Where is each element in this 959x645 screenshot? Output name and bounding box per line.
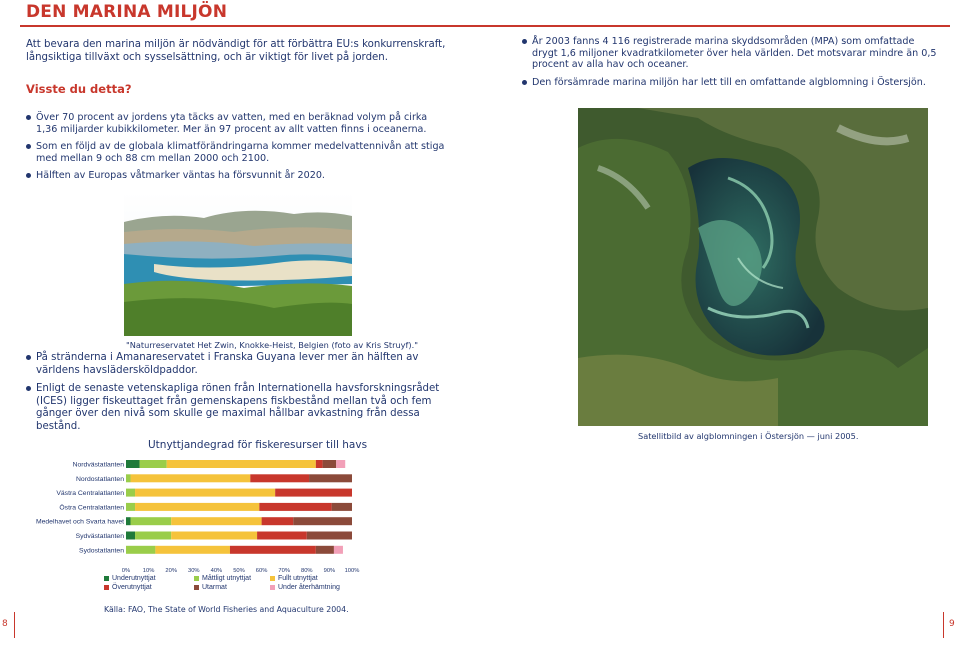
- bar-segment: [131, 474, 251, 482]
- legend-item: [104, 584, 152, 591]
- x-tick-label: 100%: [344, 568, 360, 574]
- legend-item: [270, 575, 318, 582]
- fact-text: Enligt de senaste vetenskapliga rönen från Internationella havsforskningsrådet (ICES) ligger fiskeuttaget från gemenskapens fiskbestånd mellan två och fem gånger över den nivå som skulle ge maximal hållbar avkastning från dessa bestånd.: [36, 383, 440, 432]
- fact-text: År 2003 fanns 4 116 registrerade marina skyddsområden (MPA) som omfattade drygt 1,6 miljoner kvadratkilometer över hela världen. Det motsvarar mindre än 0,5 procent av alla hav och oceaner.: [532, 36, 937, 70]
- bar-segment: [131, 517, 172, 525]
- fact-item: [522, 77, 942, 89]
- bullet-dot-icon: [26, 115, 31, 120]
- row-label: Nordostatlanten: [76, 475, 124, 483]
- chart-title: Utnyttjandegrad för fiskeresurser till havs: [148, 439, 368, 451]
- x-tick-label: 60%: [255, 568, 268, 574]
- x-tick-label: 10%: [142, 568, 155, 574]
- bar-segment: [140, 460, 167, 468]
- bar-segment: [332, 503, 352, 511]
- page-rule-right: [943, 612, 944, 638]
- x-tick-label: 80%: [300, 568, 313, 574]
- bar-segment: [135, 503, 259, 511]
- bar-segment: [275, 489, 352, 497]
- fact-item: [522, 36, 942, 71]
- bar-segment: [126, 474, 131, 482]
- page-number-left: 8: [2, 619, 8, 629]
- row-label: Sydvästatlanten: [75, 533, 124, 540]
- bar-segment: [336, 460, 345, 468]
- bar-segment: [230, 546, 316, 554]
- source-note: Källa: FAO, The State of World Fisheries and Aquaculture 2004.: [104, 605, 349, 614]
- fact-item: [26, 112, 446, 135]
- title-bar: [20, 0, 950, 27]
- bullet-dot-icon: [26, 355, 31, 360]
- row-label: Östra Centralatlanten: [59, 504, 124, 512]
- page-number-right: 9: [949, 619, 955, 629]
- bar-segment: [135, 532, 171, 540]
- row-label: Medelhavet och Svarta havet: [35, 518, 124, 526]
- legend-label: Under återhämtning: [278, 584, 340, 591]
- satellite-image: [578, 108, 928, 426]
- legend-swatch: [270, 585, 275, 590]
- visste-heading: Visste du detta?: [26, 82, 132, 96]
- bar-segment: [155, 546, 230, 554]
- bar-segment: [316, 546, 334, 554]
- bullet-dot-icon: [26, 386, 31, 391]
- legend-label: Underutnyttjat: [112, 575, 156, 582]
- legend-swatch: [270, 576, 275, 581]
- photo-caption: "Naturreservatet Het Zwin, Knokke-Heist, Belgien (foto av Kris Struyf).": [126, 340, 418, 350]
- row-label: Nordvästatlanten: [72, 461, 124, 469]
- bar-segment: [135, 489, 275, 497]
- fact-item: [26, 352, 446, 377]
- bar-segment: [171, 532, 257, 540]
- bullet-dot-icon: [26, 144, 31, 149]
- x-tick-label: 20%: [165, 568, 178, 574]
- legend-item: [194, 584, 227, 591]
- bar-segment: [293, 517, 352, 525]
- bar-segment: [307, 532, 352, 540]
- x-tick-label: 50%: [233, 568, 245, 574]
- bar-segment: [126, 532, 135, 540]
- legend-label: Överutnyttjat: [112, 584, 152, 591]
- bullet-dot-icon: [26, 173, 31, 178]
- fact-item: [26, 383, 446, 433]
- legend-swatch: [194, 585, 199, 590]
- fact-text: Som en följd av de globala klimatförändringarna kommer medelvattennivån att stiga med mellan 9 och 88 cm mellan 2000 och 2100.: [36, 141, 445, 164]
- het-zwin-photo: [124, 192, 352, 336]
- bar-segment: [334, 546, 343, 554]
- legend-item: [194, 575, 251, 582]
- page-title: DEN MARINA MILJÖN: [26, 2, 228, 22]
- page-rule-left: [14, 612, 15, 638]
- legend-item: [270, 584, 340, 591]
- bar-segment: [323, 460, 337, 468]
- legend-label: Måttligt utnyttjat: [202, 575, 252, 582]
- x-tick-label: 70%: [278, 568, 291, 574]
- facts-list-right: [522, 36, 942, 94]
- bar-segment: [309, 474, 352, 482]
- bar-segment: [171, 517, 261, 525]
- landscape-image: [124, 192, 352, 336]
- fact-item: [26, 141, 446, 164]
- row-label: Västra Centralatlanten: [56, 490, 124, 498]
- bullet-dot-icon: [522, 39, 527, 44]
- bar-segment: [316, 460, 323, 468]
- bar-segment: [257, 532, 307, 540]
- row-label: Sydostatlanten: [79, 547, 124, 555]
- legend-label: Utarmat: [202, 584, 227, 591]
- intro-paragraph: Att bevara den marina miljön är nödvändigt för att förbättra EU:s konkurrenskraft, långsiktiga tillväxt och sysselsättning, och är viktigt för livet på jorden.: [26, 39, 446, 63]
- bar-segment: [126, 546, 155, 554]
- facts-list-bottom: [26, 352, 446, 439]
- x-tick-label: 30%: [187, 568, 200, 574]
- bar-segment: [126, 489, 135, 497]
- satellite-caption: Satellitbild av algblomningen i Östersjön — juni 2005.: [638, 431, 859, 441]
- bar-segment: [167, 460, 316, 468]
- fact-text: Hälften av Europas våtmarker väntas ha försvunnit år 2020.: [36, 170, 325, 181]
- bar-segment: [126, 517, 131, 525]
- x-tick-label: 0%: [121, 568, 131, 574]
- fact-item: [26, 170, 446, 182]
- bar-segment: [262, 517, 294, 525]
- bar-segment: [126, 460, 140, 468]
- legend-swatch: [194, 576, 199, 581]
- legend-label: Fullt utnyttjat: [278, 575, 318, 582]
- fact-text: Den försämrade marina miljön har lett till en omfattande algblomning i Östersjön.: [532, 76, 926, 88]
- fact-text: Över 70 procent av jordens yta täcks av vatten, med en beräknad volym på cirka 1,36 miljarder kubikkilometer. Mer än 97 procent av allt vatten finns i oceanerna.: [36, 112, 428, 135]
- fact-text: På stränderna i Amanareservatet i Franska Guyana lever mer än hälften av världens havslädersköldpaddor.: [36, 352, 419, 376]
- legend-item: [104, 575, 156, 582]
- legend-swatch: [104, 585, 109, 590]
- bar-segment: [259, 503, 331, 511]
- bar-segment: [126, 503, 135, 511]
- facts-list-top: [26, 112, 446, 188]
- legend-swatch: [104, 576, 109, 581]
- algae-bloom-image: [578, 108, 928, 426]
- bullet-dot-icon: [522, 80, 527, 85]
- x-tick-label: 40%: [210, 568, 223, 574]
- x-tick-label: 90%: [323, 568, 336, 574]
- bar-segment: [250, 474, 309, 482]
